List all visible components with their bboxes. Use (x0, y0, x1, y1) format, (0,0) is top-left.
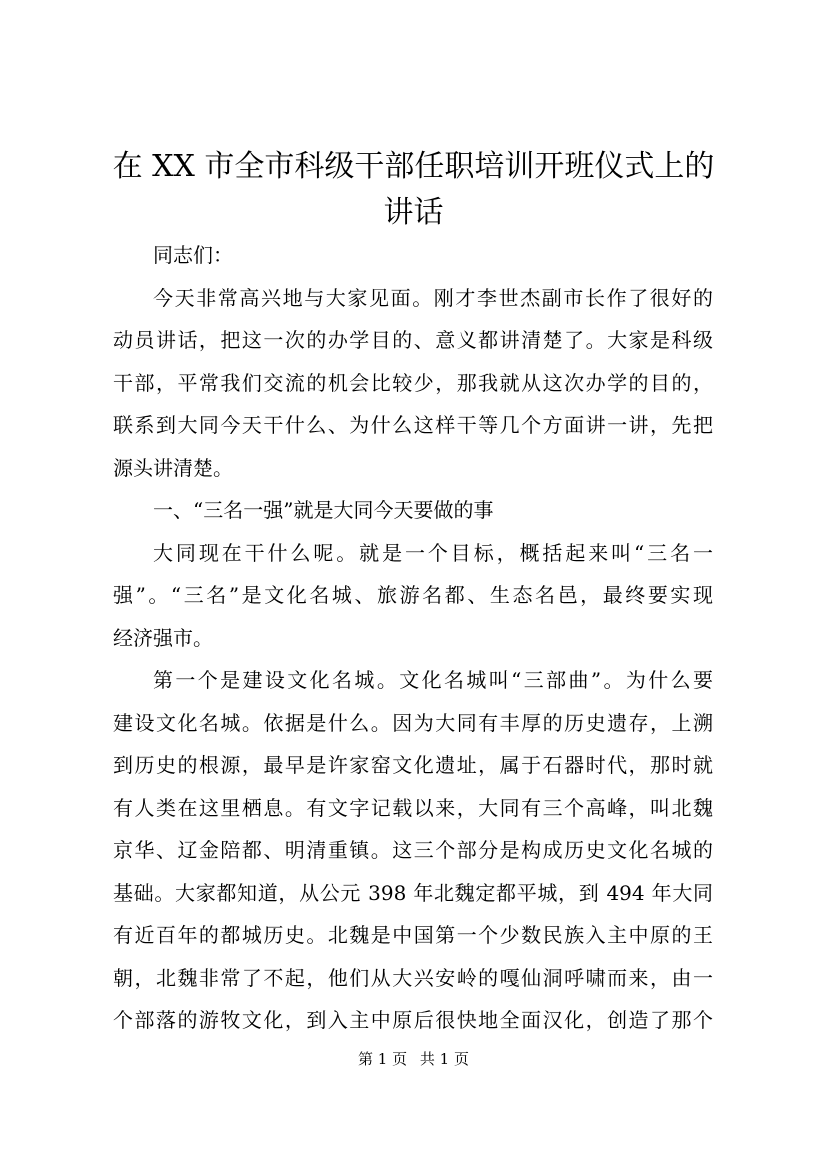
page-footer (0, 1048, 827, 1069)
paragraph (113, 659, 713, 1042)
paragraph-line: 干部，平常我们交流的机会比较少，那我就从这次办学的目的， (113, 370, 713, 395)
paragraph-line: 有近百年的都城历史。北魏是中国第一个少数民族入主中原的王 (113, 923, 713, 947)
paragraph-line: 源头讲清楚。 (113, 455, 233, 480)
document-body (113, 234, 713, 1042)
paragraph-line: 强”。“三名”是文化名城、旅游名都、生态名邑，最终要实现 (113, 583, 713, 607)
section-heading-line: 一、“三名一强”就是大同今天要做的事 (153, 498, 494, 522)
paragraph-line: 基础。大家都知道，从公元 398 年北魏定都平城，到 494 年大同 (113, 880, 713, 905)
paragraph-line: 经济强市。 (113, 625, 213, 650)
paragraph-line: 第一个是建设文化名城。文化名城叫“三部曲”。为什么要 (153, 668, 713, 692)
paragraph (113, 532, 713, 660)
paragraph-line: 今天非常高兴地与大家见面。刚才李世杰副市长作了很好的 (153, 285, 713, 310)
paragraph-line: 朝，北魏非常了不起，他们从大兴安岭的嘎仙洞呼啸而来，由一 (113, 965, 713, 990)
title-line: 在 XX 市全市科级干部任职培训开班仪式上的 (112, 149, 715, 184)
paragraph-line: 京华、辽金陪都、明清重镇。这三个部分是构成历史文化名城的 (113, 838, 713, 862)
paragraph-line: 大同现在干什么呢。就是一个目标，概括起来叫“三名一 (153, 540, 713, 565)
section-heading (113, 489, 713, 532)
page-number: 第 1 页 (358, 1050, 408, 1068)
paragraph (113, 277, 713, 490)
paragraph-line: 个部落的游牧文化，到入主中原后很快地全面汉化，创造了那个 (113, 1008, 713, 1032)
paragraph-line: 联系到大同今天干什么、为什么这样干等几个方面讲一讲，先把 (113, 413, 713, 437)
paragraph-line: 建设文化名城。依据是什么。因为大同有丰厚的历史遗存，上溯 (113, 710, 713, 735)
paragraph-line: 动员讲话，把这一次的办学目的、意义都讲清楚了。大家是科级 (113, 328, 713, 352)
document-title (100, 144, 727, 236)
page-total: 共 1 页 (419, 1050, 469, 1068)
paragraph-line: 有人类在这里栖息。有文字记载以来，大同有三个高峰，叫北魏 (113, 795, 713, 820)
salutation: 同志们： (153, 243, 233, 267)
paragraph-line: 到历史的根源，最早是许家窑文化遗址，属于石器时代，那时就 (113, 753, 713, 777)
title-line: 讲话 (383, 195, 444, 230)
